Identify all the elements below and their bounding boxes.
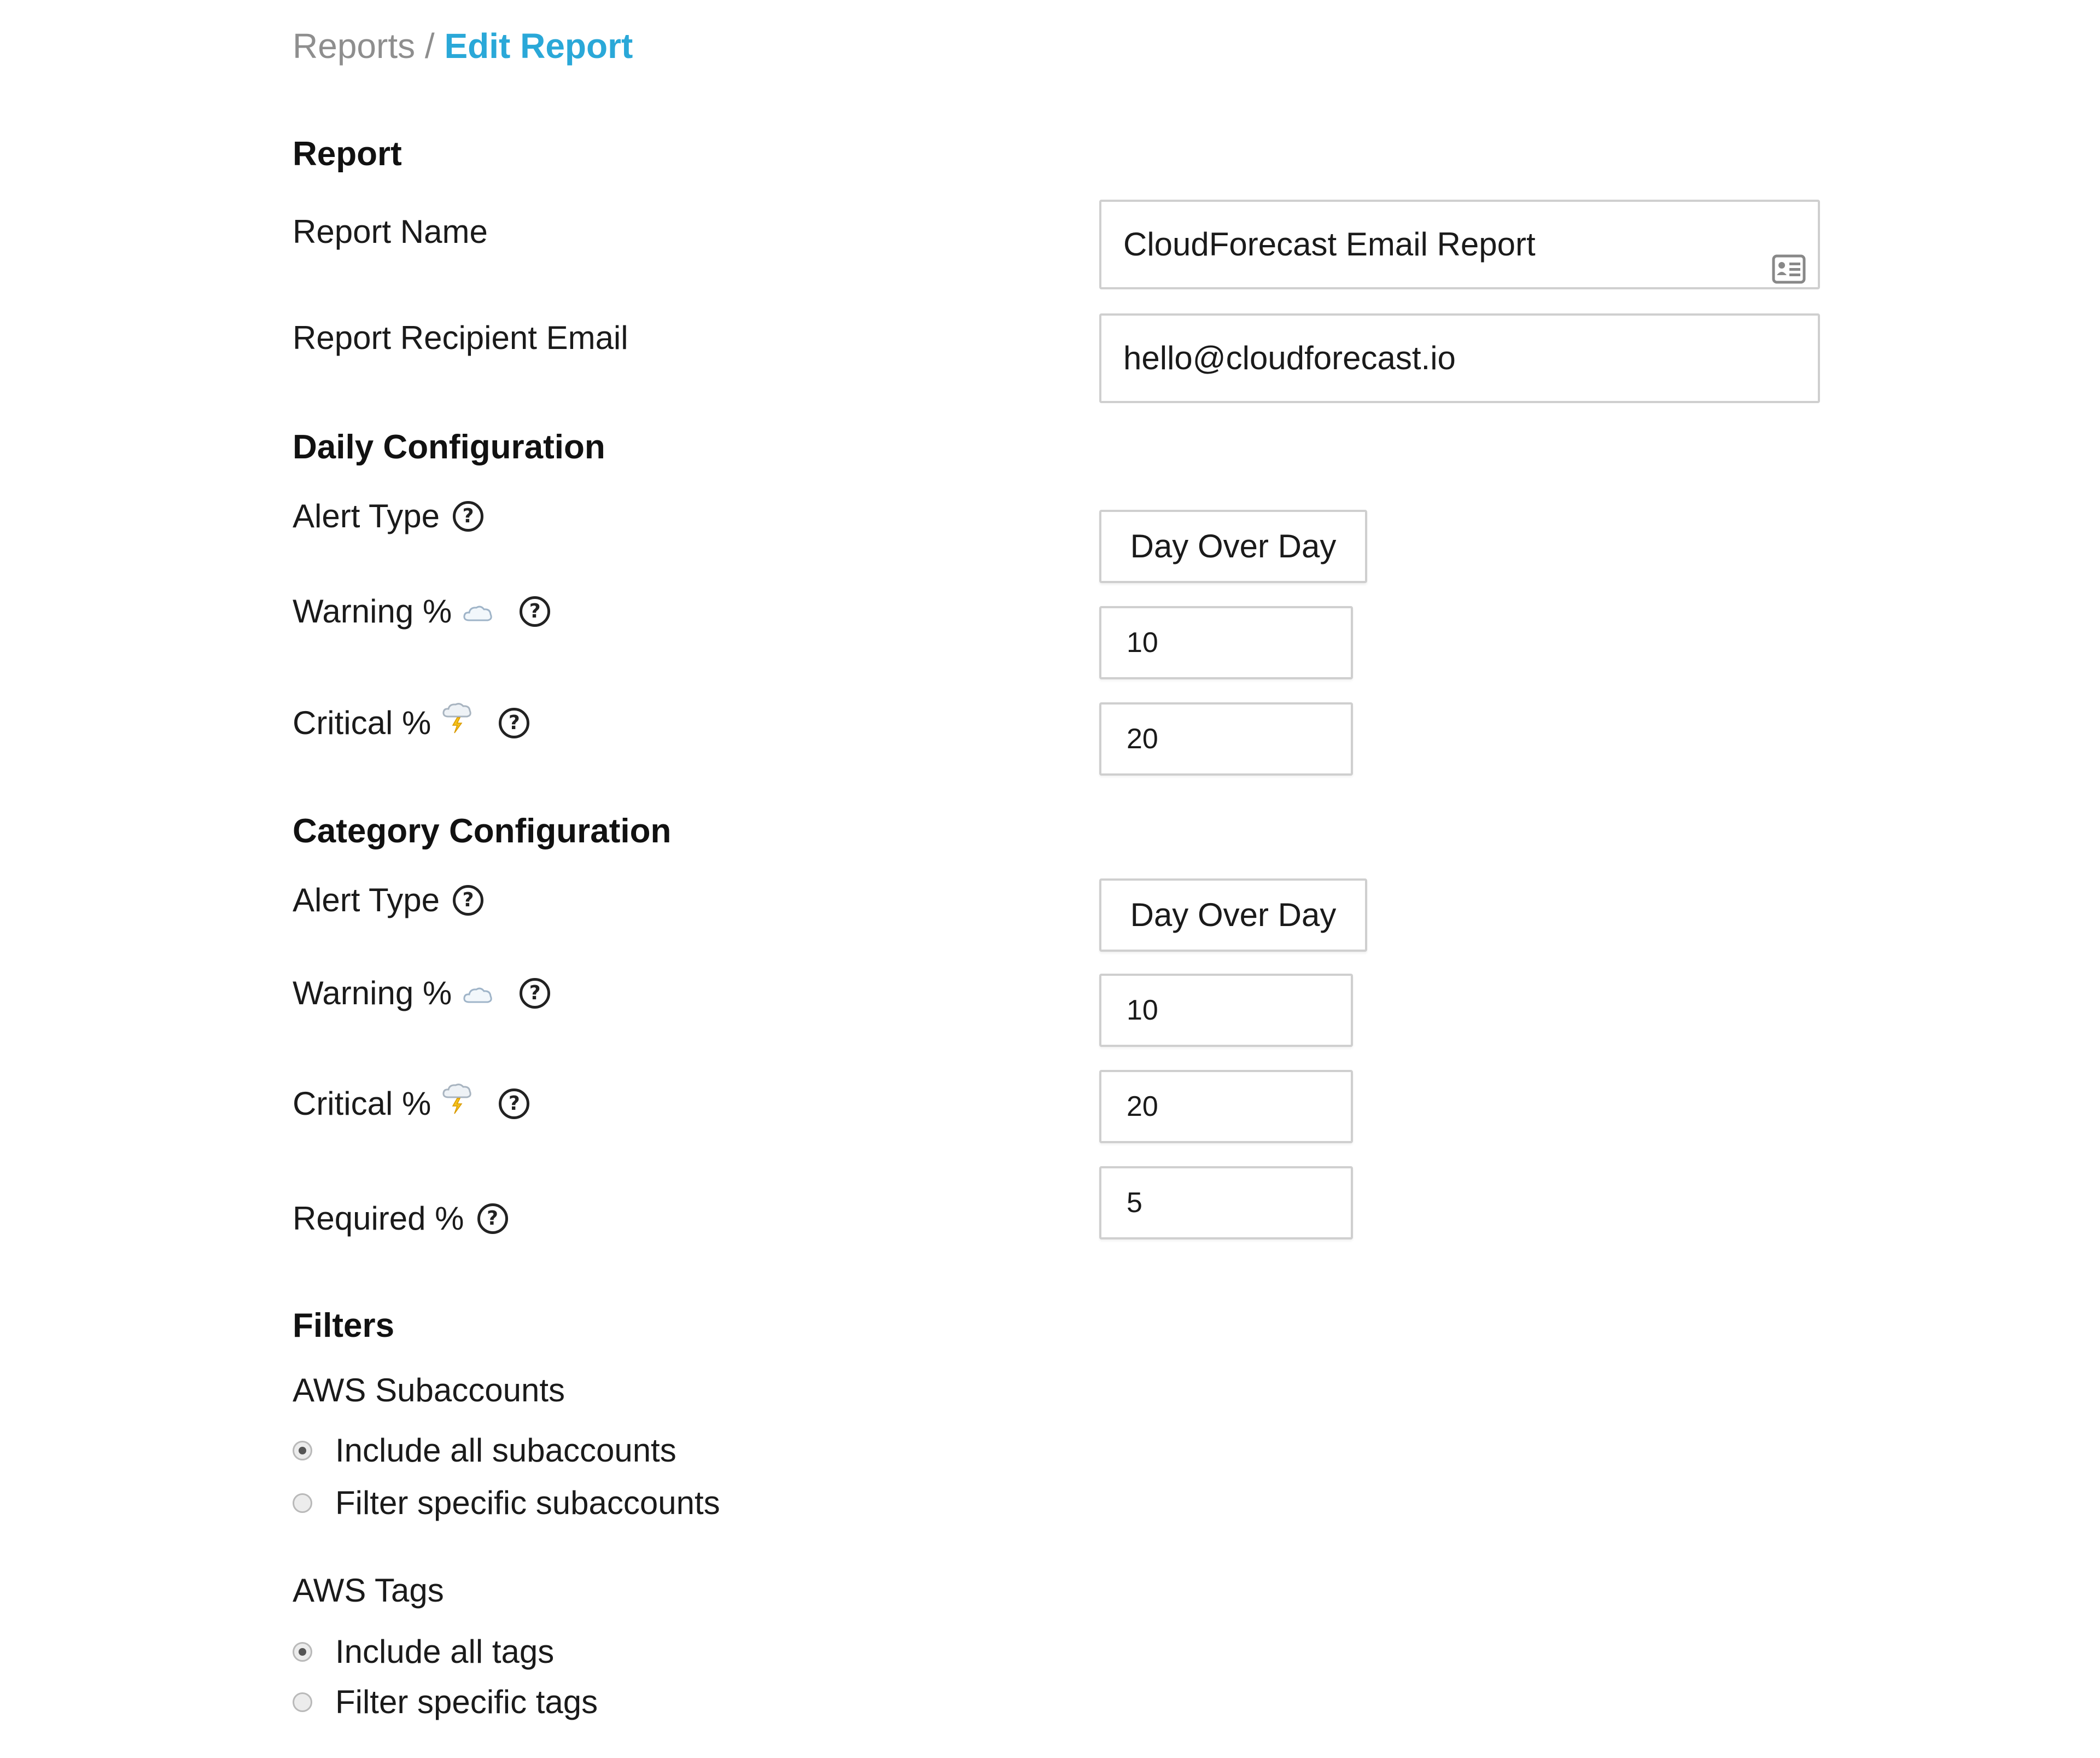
report-email-value: hello@cloudforecast.io	[1123, 340, 1456, 376]
radio-label: Include all tags	[335, 1633, 555, 1670]
aws-subaccounts-label-text: AWS Subaccounts	[293, 1372, 565, 1408]
category-alert-type-label-text: Alert Type	[293, 882, 440, 918]
daily-alert-type-label-text: Alert Type	[293, 498, 440, 534]
filters-heading: Filters	[293, 1307, 395, 1344]
question-circle-icon[interactable]: ?	[477, 1203, 508, 1234]
category-warning-input[interactable]: 10	[1099, 974, 1353, 1047]
question-circle-icon[interactable]: ?	[520, 596, 550, 627]
daily-warning-label-text: Warning %	[293, 593, 452, 630]
report-email-label-text: Report Recipient Email	[293, 319, 628, 356]
category-required-input[interactable]: 5	[1099, 1166, 1353, 1239]
aws-subaccounts-label	[293, 1369, 565, 1412]
category-required-label-text: Required %	[293, 1200, 464, 1237]
radio-filter-specific-tags[interactable]	[293, 1680, 598, 1724]
daily-warning-input[interactable]: 10	[1099, 606, 1353, 679]
category-config-heading: Category Configuration	[293, 812, 672, 850]
daily-warning-label	[293, 590, 550, 633]
radio-button[interactable]	[293, 1441, 312, 1460]
category-alert-type-label	[293, 878, 483, 922]
category-required-label	[293, 1197, 508, 1241]
category-warning-label-text: Warning %	[293, 975, 452, 1011]
contact-card-icon[interactable]	[1772, 230, 1806, 316]
daily-config-heading: Daily Configuration	[293, 428, 605, 466]
report-heading: Report	[293, 135, 402, 173]
radio-include-all-tags[interactable]	[293, 1630, 554, 1674]
radio-button[interactable]	[293, 1493, 312, 1513]
report-name-label-text: Report Name	[293, 213, 488, 250]
daily-alert-type-label	[293, 494, 483, 538]
question-circle-icon[interactable]: ?	[520, 978, 550, 1009]
radio-include-all-subaccounts[interactable]	[293, 1429, 676, 1472]
daily-critical-label-text: Critical %	[293, 705, 431, 741]
breadcrumb-current: Edit Report	[444, 26, 633, 66]
category-critical-label	[293, 1082, 529, 1126]
question-circle-icon[interactable]: ?	[499, 708, 529, 738]
report-name-value: CloudForecast Email Report	[1123, 226, 1536, 263]
radio-label: Include all subaccounts	[335, 1432, 676, 1469]
daily-critical-input[interactable]: 20	[1099, 702, 1353, 776]
report-email-input[interactable]	[1099, 313, 1820, 403]
breadcrumb	[293, 23, 633, 69]
daily-critical-label	[293, 701, 529, 745]
radio-button[interactable]	[293, 1692, 312, 1712]
category-critical-input[interactable]: 20	[1099, 1070, 1353, 1143]
radio-button[interactable]	[293, 1642, 312, 1662]
storm-icon	[442, 701, 472, 745]
category-alert-type-button[interactable]: Day Over Day	[1099, 878, 1367, 952]
radio-filter-specific-subaccounts[interactable]	[293, 1481, 720, 1525]
question-circle-icon[interactable]: ?	[453, 501, 483, 532]
breadcrumb-reports-link[interactable]: Reports	[293, 26, 416, 66]
storm-icon	[442, 1082, 472, 1126]
cloud-icon	[463, 590, 493, 633]
category-critical-label-text: Critical %	[293, 1085, 431, 1122]
breadcrumb-separator: /	[415, 26, 445, 66]
cloud-icon	[463, 971, 493, 1015]
report-name-label	[293, 210, 488, 254]
report-email-label	[293, 316, 628, 360]
question-circle-icon[interactable]: ?	[453, 885, 483, 916]
question-circle-icon[interactable]: ?	[499, 1088, 529, 1119]
aws-tags-label	[293, 1569, 444, 1613]
radio-label: Filter specific subaccounts	[335, 1485, 720, 1521]
daily-alert-type-button[interactable]: Day Over Day	[1099, 510, 1367, 583]
aws-tags-label-text: AWS Tags	[293, 1572, 444, 1609]
radio-label: Filter specific tags	[335, 1684, 598, 1720]
category-warning-label	[293, 971, 550, 1015]
report-name-input[interactable]	[1099, 200, 1820, 289]
